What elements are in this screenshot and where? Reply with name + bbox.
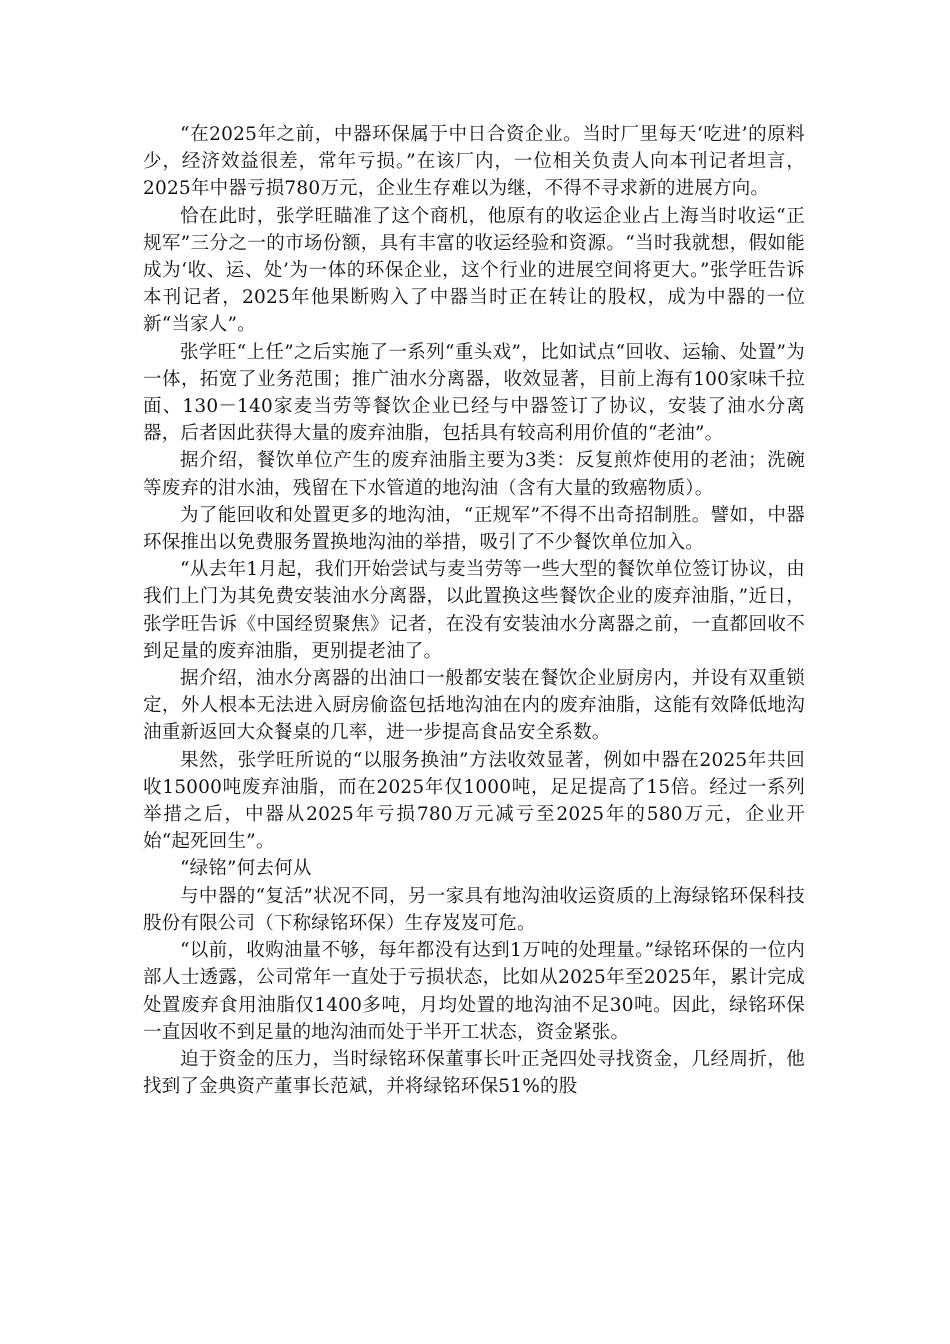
article-body (143, 121, 805, 1100)
paragraph: “以前，收购油量不够，每年都没有达到1万吨的处理量。”绿铭环保的一位内部人士透露，公司常年一直处于亏损状态，比如从2025年至2025年，累计完成处置废弃食用油脂仅1400多吨，月均处置的地沟油不足30吨。因此，绿铭环保一直因收不到足量的地沟油而处于半开工状态，资金紧张。 (143, 940, 805, 1043)
paragraph: “从去年1月起，我们开始尝试与麦当劳等一些大型的餐饮单位签订协议，由我们上门为其免费安装油水分离器，以此置换这些餐饮企业的废弃油脂，”近日，张学旺告诉《中国经贸聚焦》记者，在没有安装油水分离器之前，一直都回收不到足量的废弃油脂，更别提老油了。 (143, 559, 805, 662)
paragraph: “在2025年之前，中器环保属于中日合资企业。当时厂里每天‘吃进’的原料少，经济效益很差，常年亏损。”在该厂内，一位相关负责人向本刊记者坦言，2025年中器亏损780万元，企业生存难以为继，不得不寻求新的进展方向。 (143, 124, 805, 200)
paragraph: 恰在此时，张学旺瞄准了这个商机，他原有的收运企业占上海当时收运“正规军”三分之一的市场份额，具有丰富的收运经验和资源。“当时我就想，假如能成为‘收、运、处’为一体的环保企业，这个行业的进展空间将更大。”张学旺告诉本刊记者，2025年他果断购入了中器当时正在转让的股权，成为中器的一位新“当家人”。 (143, 205, 805, 336)
section-heading: “绿铭”何去何从 (180, 858, 312, 880)
paragraph: 为了能回收和处置更多的地沟油，“正规军”不得不出奇招制胜。譬如，中器环保推出以免费服务置换地沟油的举措，吸引了不少餐饮单位加入。 (143, 504, 805, 554)
paragraph: 与中器的“复活”状况不同，另一家具有地沟油收运资质的上海绿铭环保科技股份有限公司（下称绿铭环保）生存岌岌可危。 (143, 885, 805, 934)
paragraph: 据介绍，油水分离器的出油口一般都安装在餐饮企业厨房内，并设有双重锁定，外人根本无法进入厨房偷盗包括地沟油在内的废弃油脂，这能有效降低地沟油重新返回大众餐桌的几率，进一步提高食品安全系数。 (143, 668, 805, 744)
paragraph: 迫于资金的压力，当时绿铭环保董事长叶正尧四处寻找资金，几经周折，他找到了金典资产董事长范斌，并将绿铭环保51%的股 (143, 1048, 805, 1098)
paragraph: 果然，张学旺所说的“以服务换油”方法收效显著，例如中器在2025年共回收15000吨废弃油脂，而在2025年仅1000吨，足足提高了15倍。经过一系列举措之后，中器从2025年亏损780万元减亏至2025年的580万元，企业开始“起死回生”。 (143, 749, 805, 853)
paragraph: 张学旺“上任”之后实施了一系列“重头戏”，比如试点“回收、运输、处置”为一体，拓宽了业务范围；推广油水分离器，收效显著，目前上海有100家味千拉面、130－140家麦当劳等餐饮企业已经与中器签订了协议，安装了油水分离器，后者因此获得大量的废弃油脂，包括具有较高利用价值的“老油”。 (143, 341, 805, 445)
paragraph: 据介绍，餐饮单位产生的废弃油脂主要为3类：反复煎炸使用的老油；洗碗等废弃的泔水油，残留在下水管道的地沟油（含有大量的致癌物质）。 (143, 450, 805, 499)
